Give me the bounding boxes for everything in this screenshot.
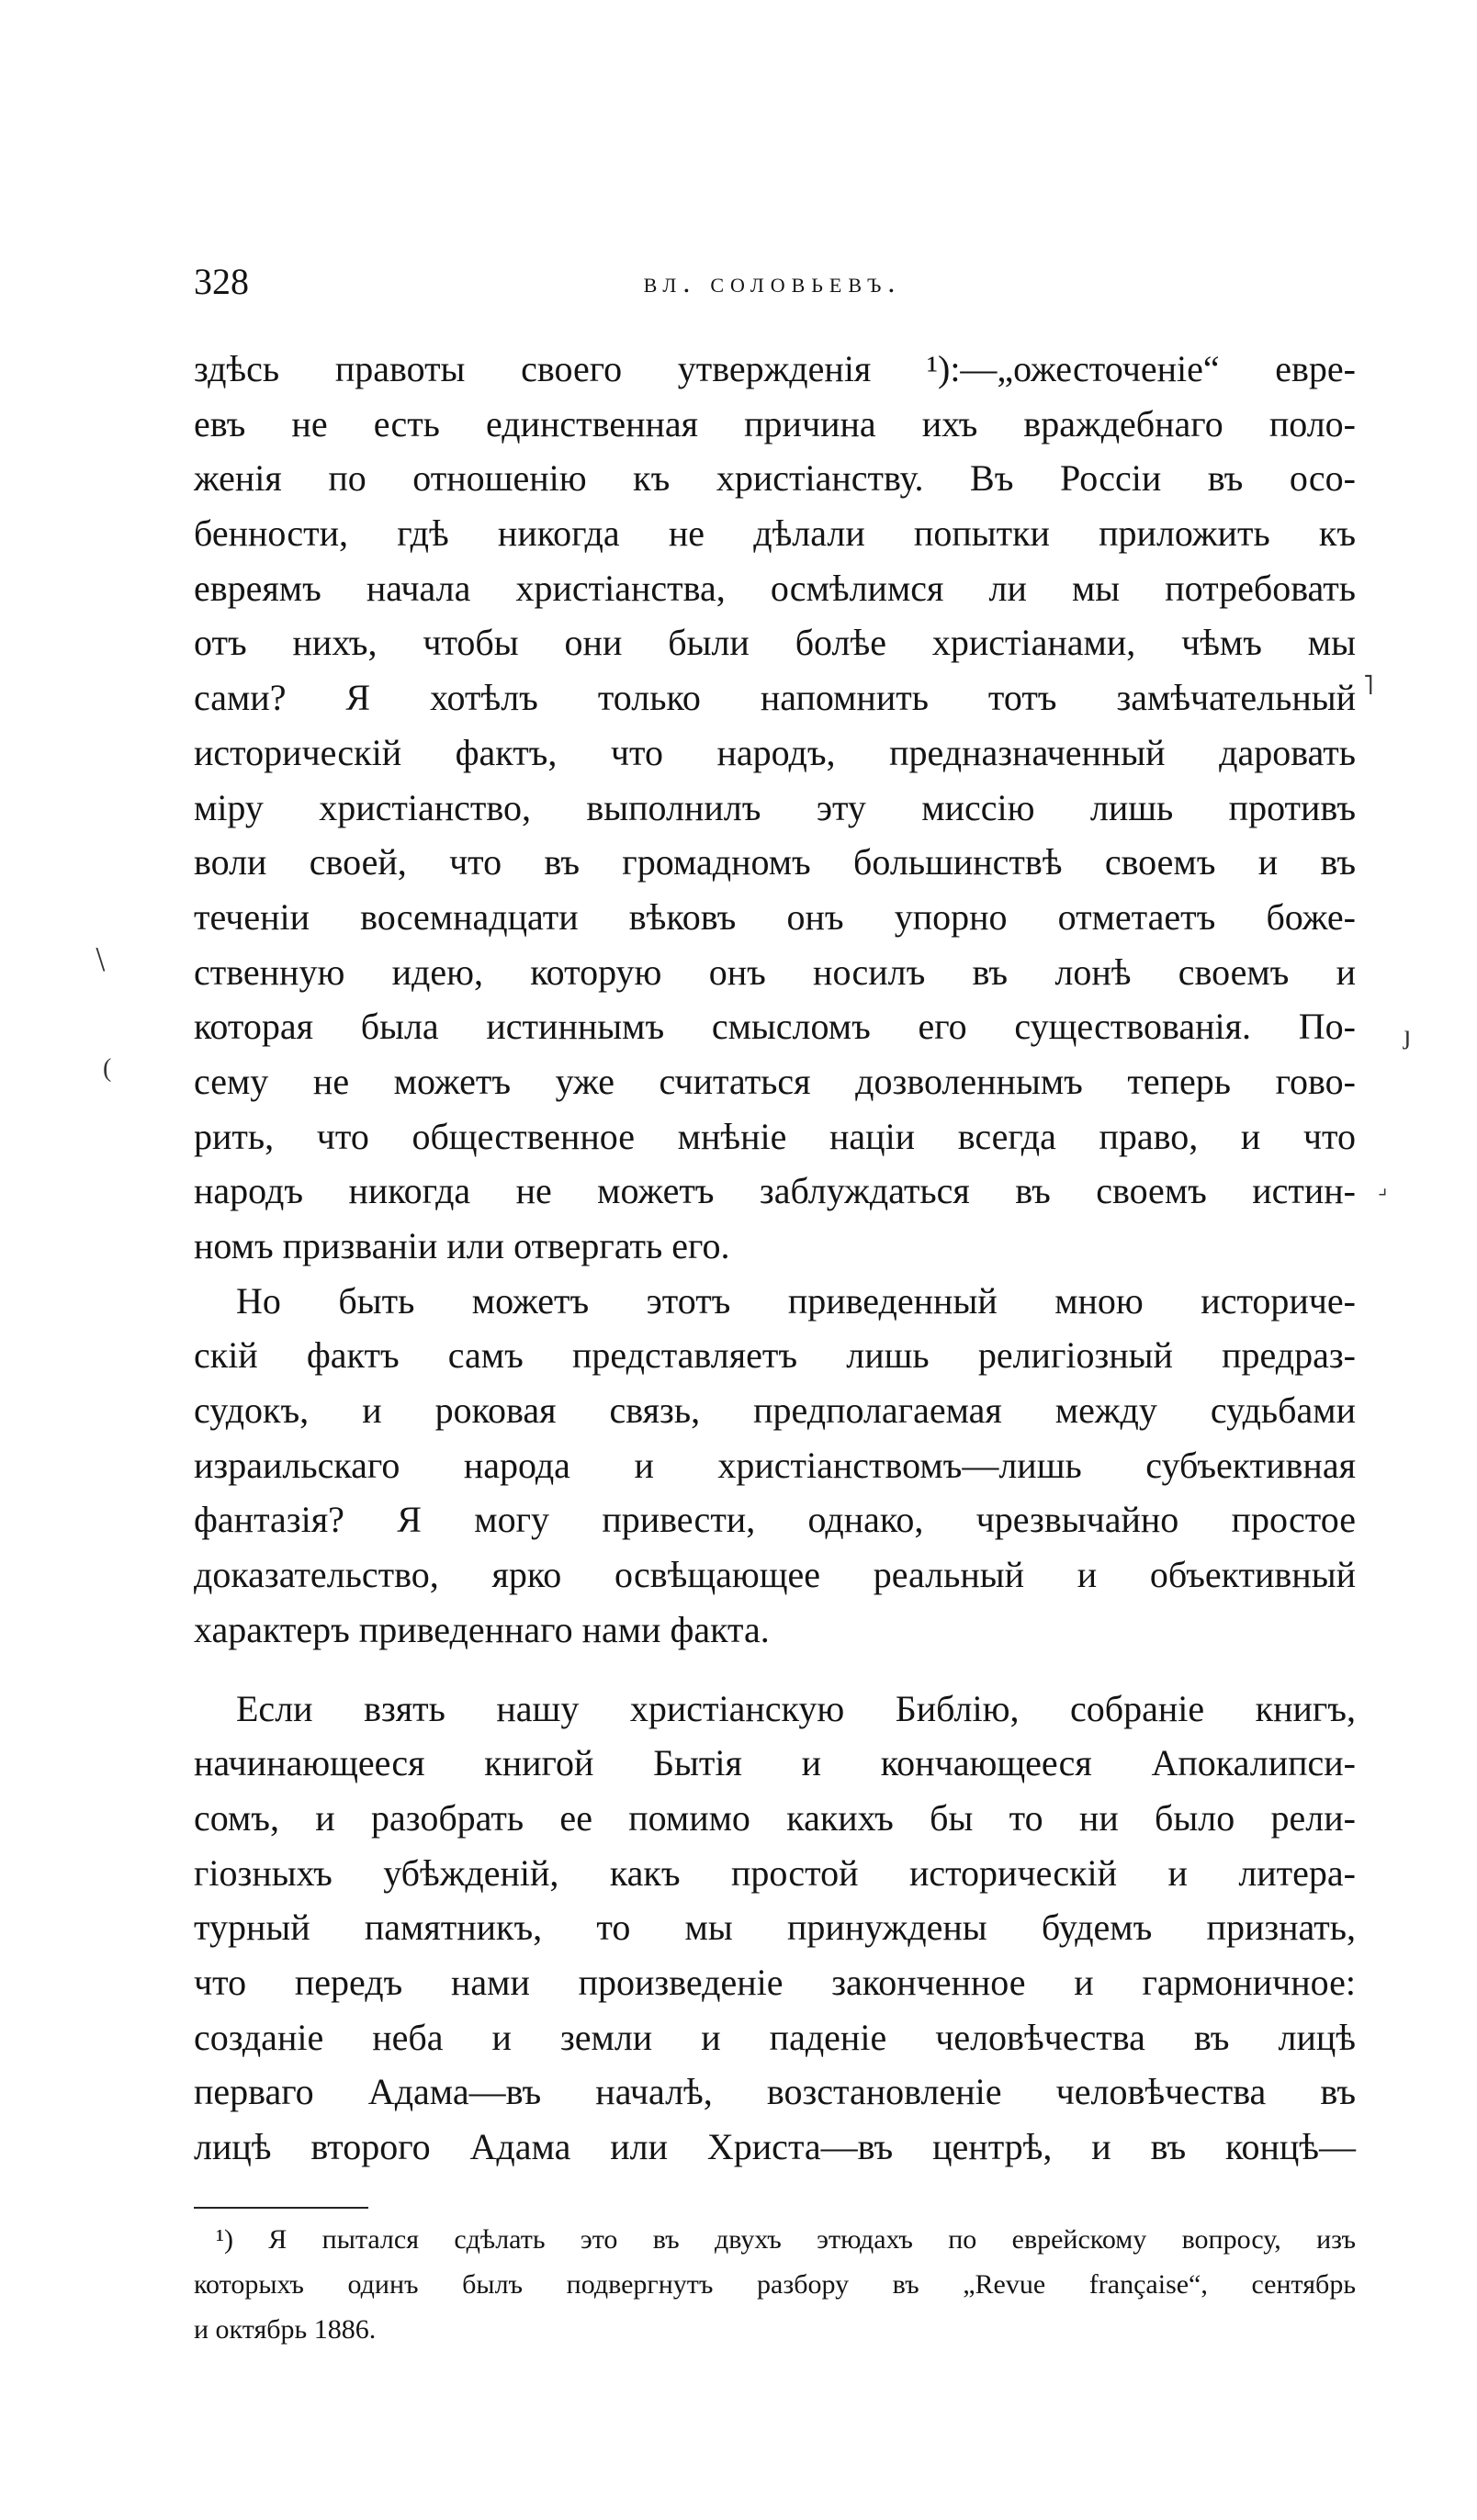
footnote	[194, 2217, 1356, 2352]
margin-pencil-mark: ⧵	[96, 944, 106, 978]
text-line: бенности, гдѣ никогда не дѣлали попытки приложить къ	[194, 512, 1356, 555]
footnote-line: ¹) Я пытался сдѣлать это въ двухъ этюдахъ по еврейскому вопросу, изъ	[216, 2224, 1356, 2255]
text-line: судокъ, и роковая связь, предполагаемая между судьбами	[194, 1389, 1356, 1432]
margin-bracket-mark: ⌟	[1378, 1176, 1388, 1198]
text-line: женія по отношенію къ христіанству. Въ Россіи въ осо-	[194, 457, 1356, 500]
paragraph	[194, 1682, 1356, 2175]
margin-bracket-mark: ȷ	[1404, 1019, 1412, 1050]
text-line: сему не можетъ уже считаться дозволеннымъ теперь гово-	[194, 1060, 1356, 1102]
text-line: евреямъ начала христіанства, осмѣлимся ли мы потребовать	[194, 567, 1356, 609]
page-number: 328	[194, 261, 249, 302]
page-header	[194, 259, 1356, 305]
text-line: турный памятникъ, то мы принуждены будемъ признать,	[194, 1907, 1356, 1949]
text-line: воли своей, что въ громадномъ большинствѣ своемъ и въ	[194, 841, 1356, 883]
text-line: Но быть можетъ этотъ приведенный мною историче-	[236, 1279, 1356, 1322]
margin-pencil-mark: (	[103, 1054, 112, 1083]
footnote-line: которыхъ одинъ былъ подвергнутъ разбору въ „Revue française“, сентябрь	[194, 2269, 1356, 2300]
paragraph	[194, 1274, 1356, 1658]
text-line: Если взять нашу христіанскую Библію, собраніе книгъ,	[236, 1687, 1356, 1729]
footnote-divider	[194, 2207, 368, 2209]
text-line: созданіе неба и земли и паденіе человѣчества въ лицѣ	[194, 2016, 1356, 2058]
text-line: ственную идею, которую онъ носилъ въ лонѣ своемъ и	[194, 951, 1356, 993]
text-line: теченіи восемнадцати вѣковъ онъ упорно отметаетъ боже-	[194, 895, 1356, 938]
text-line: отъ нихъ, чтобы они были болѣе христіанами, чѣмъ мы	[194, 622, 1356, 664]
text-line: лицѣ второго Адама или Христа—въ центрѣ, и въ концѣ—	[194, 2126, 1356, 2167]
text-line: сомъ, и разобрать ее помимо какихъ бы то ни было рели-	[194, 1796, 1356, 1839]
text-line: евъ не есть единственная причина ихъ враждебнаго поло-	[194, 402, 1356, 444]
text-line: перваго Адама—въ началѣ, возстановленіе человѣчества въ	[194, 2071, 1356, 2113]
text-line: народъ никогда не можетъ заблуждаться въ своемъ истин-	[194, 1170, 1356, 1212]
text-line: что передъ нами произведеніе законченное и гармоничное:	[194, 1961, 1356, 2003]
footnote-line: и октябрь 1886.	[194, 2314, 377, 2345]
text-line: израильскаго народа и христіанствомъ—лишь субъективная	[194, 1444, 1356, 1486]
text-line: рить, что общественное мнѣніе націи всегда право, и что	[194, 1115, 1356, 1157]
margin-bracket-mark: ˥	[1363, 670, 1374, 701]
text-line: историческій фактъ, что народъ, предназначенный даровать	[194, 731, 1356, 773]
text-line: сами? Я хотѣлъ только напомнить тотъ замѣчательный	[194, 677, 1356, 719]
text-line: здѣсь правоты своего утвержденія ¹):—„ожесточеніе“ евре-	[194, 348, 1356, 389]
text-line: гіозныхъ убѣжденій, какъ простой историческій и литера-	[194, 1851, 1356, 1894]
body-text	[194, 342, 1356, 2175]
text-line: характеръ приведеннаго нами факта.	[194, 1608, 770, 1650]
running-title: вл. соловьевъ.	[643, 265, 902, 298]
text-line: фантазія? Я могу привести, однако, чрезвычайно простое	[194, 1499, 1356, 1541]
text-line: міру христіанство, выполнилъ эту миссію лишь противъ	[194, 786, 1356, 828]
text-line: скій фактъ самъ представляетъ лишь религіозный предраз-	[194, 1334, 1356, 1377]
text-line: которая была истиннымъ смысломъ его существованія. По-	[194, 1006, 1356, 1048]
paragraph	[194, 342, 1356, 1274]
text-line: доказательство, ярко освѣщающее реальный и объективный	[194, 1554, 1356, 1596]
text-line: номъ призваніи или отвергать его.	[194, 1225, 730, 1266]
text-line: начинающееся книгой Бытія и кончающееся Апокалипси-	[194, 1742, 1356, 1784]
